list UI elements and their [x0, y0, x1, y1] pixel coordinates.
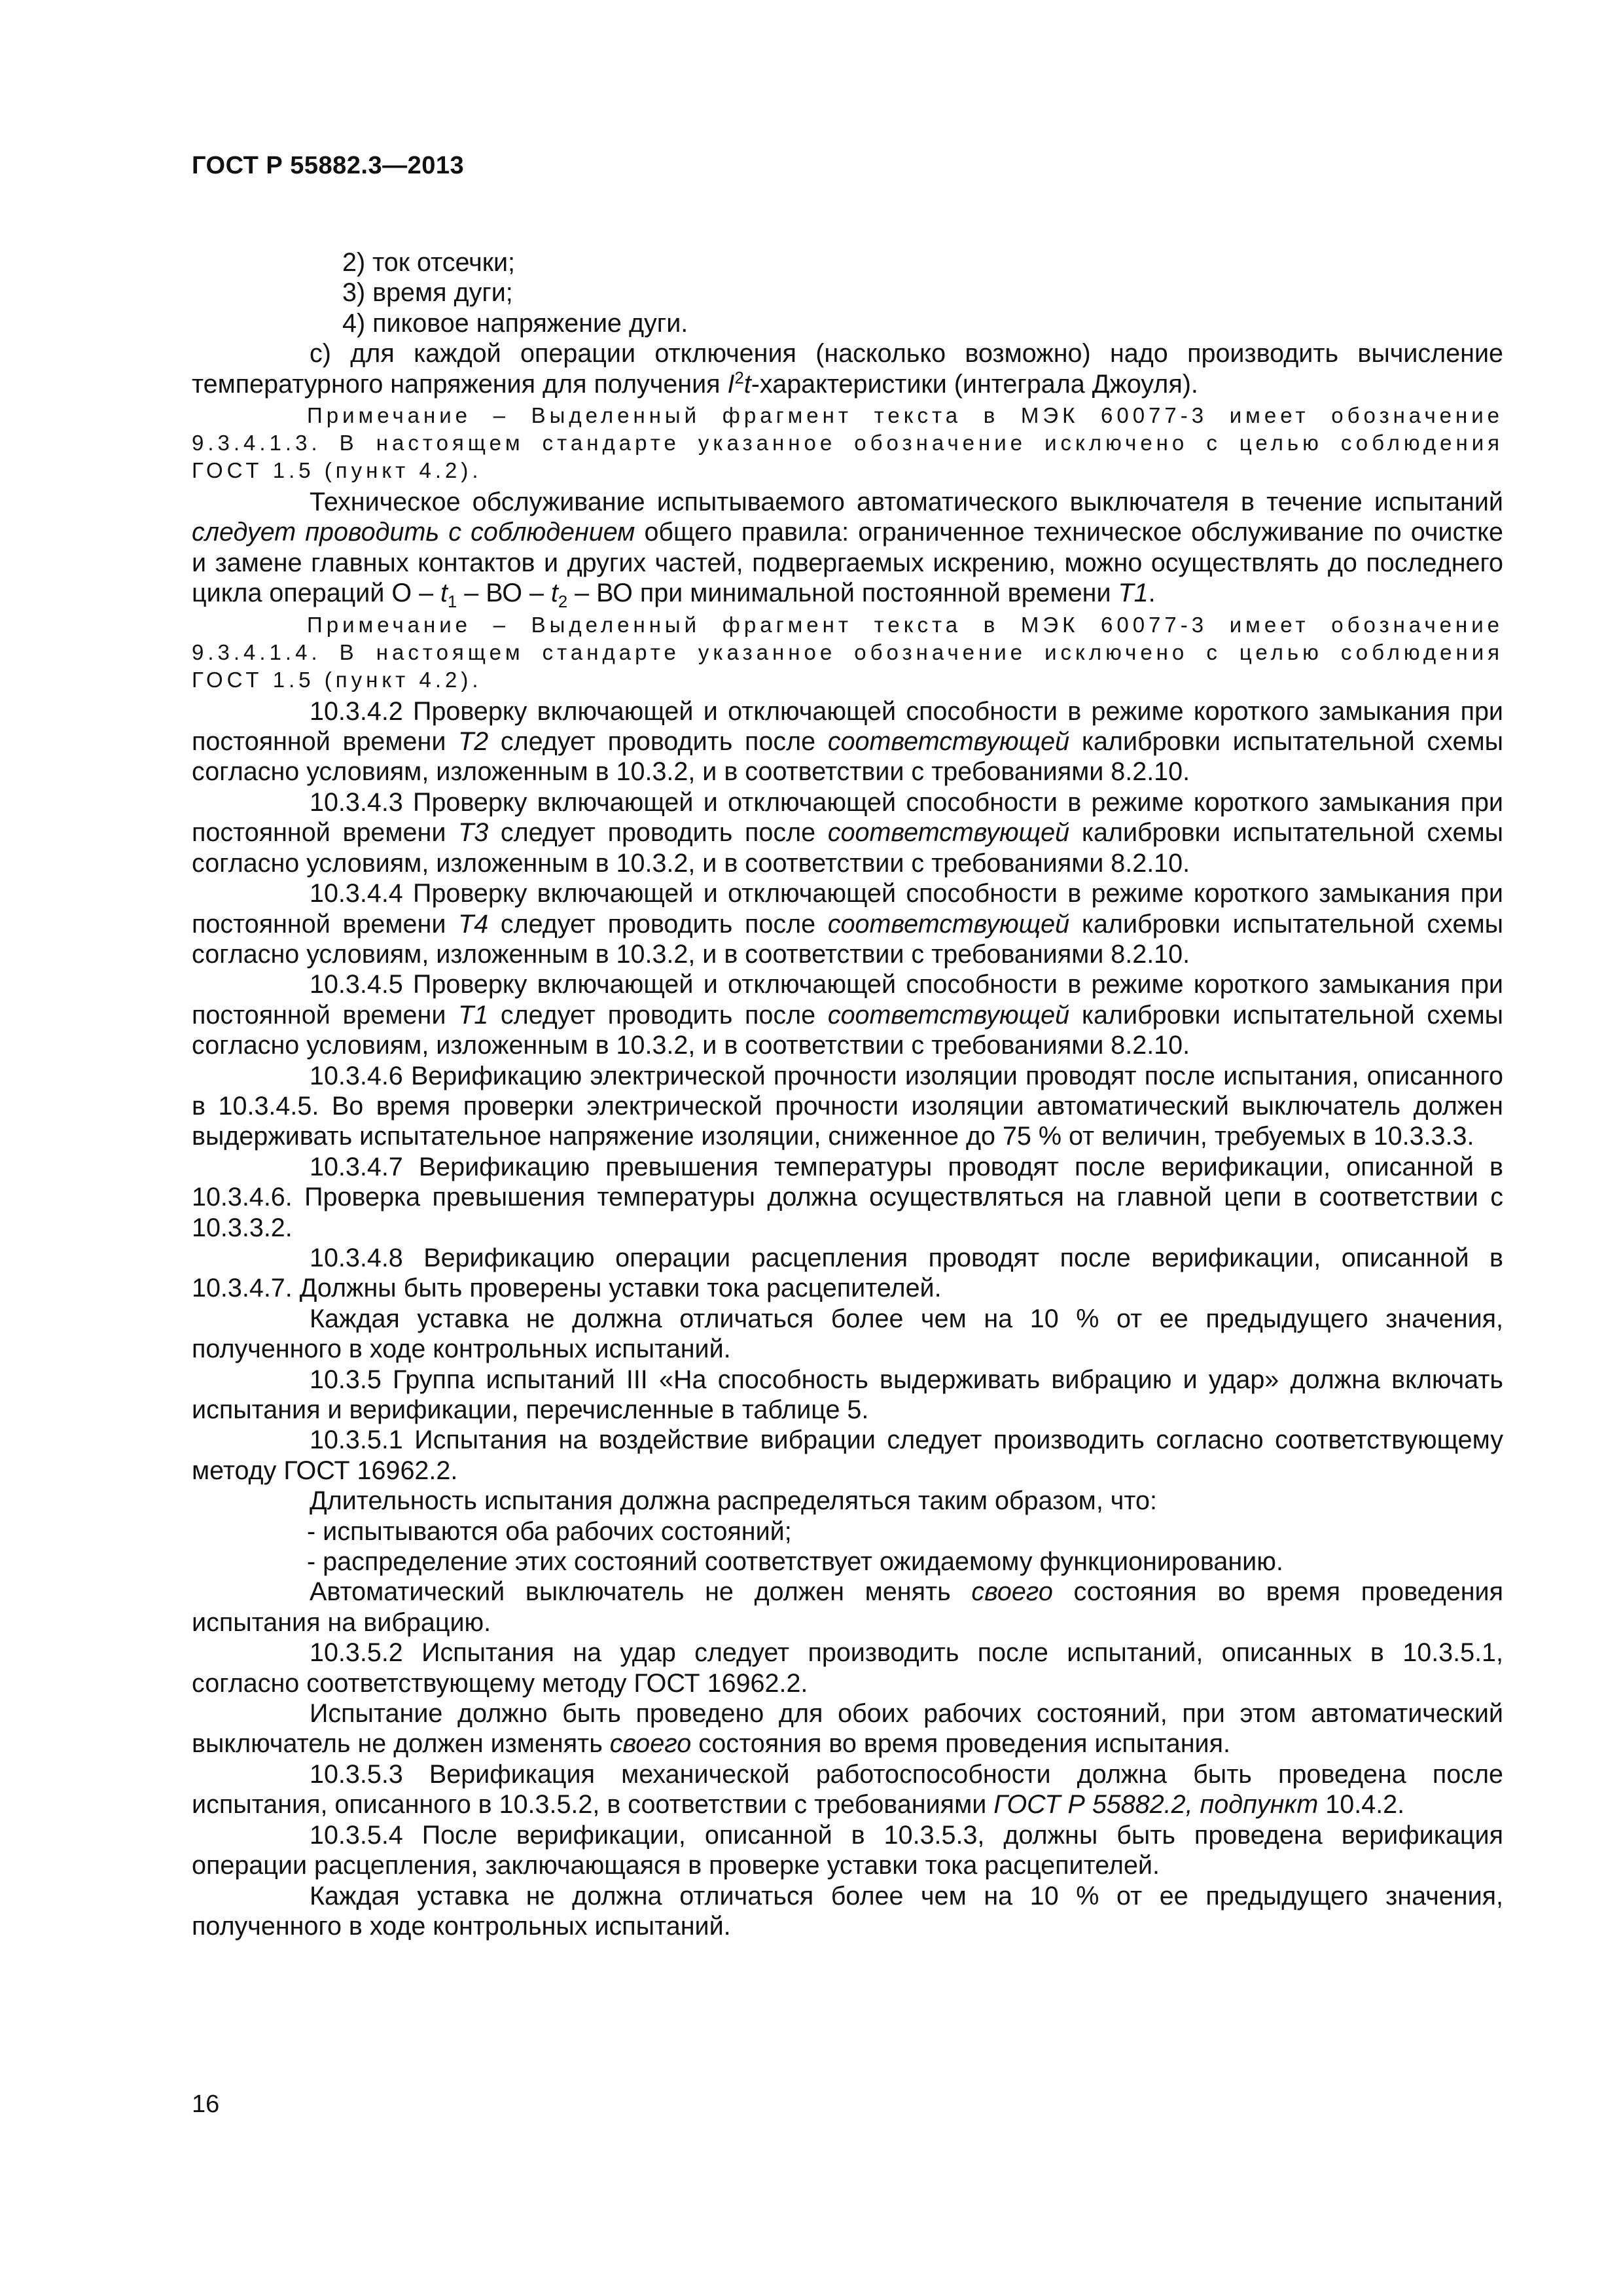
paragraph: 10.3.4.7 Верификацию превышения температуры проводят после верификации, описанной в 10.3.4.6. Проверка превышения температуры должна осуществляться на главной цепи в соответствии с 10.3.3.2. [192, 1152, 1503, 1242]
document-header: ГОСТ Р 55882.3—2013 [192, 152, 465, 179]
paragraph: 10.3.5.2 Испытания на удар следует производить после испытаний, описанных в 10.3.5.1, согласно соответствующему методу ГОСТ 16962.2. [192, 1638, 1503, 1698]
note: Примечание – Выделенный фрагмент текста в МЭК 60077-3 имеет обозначение 9.3.4.1.3. В настоящем стандарте указанное обозначение исключено с целью соблюдения ГОСТ 1.5 (пункт 4.2). [192, 403, 1503, 483]
paragraph: Автоматический выключатель не должен менять своего состояния во время проведения испытания на вибрацию. [192, 1577, 1503, 1637]
paragraph: Каждая уставка не должна отличаться более чем на 10 % от ее предыдущего значения, полученного в ходе контрольных испытаний. [192, 1881, 1503, 1941]
paragraph: 10.3.4.4 Проверку включающей и отключающей способности в режиме короткого замыкания при постоянной времени T4 следует проводить после соответствующей калибровки испытательной схемы согласно условиям, изложенным в 10.3.2, и в соответствии с требованиями 8.2.10. [192, 879, 1503, 969]
page-number: 16 [192, 2090, 220, 2118]
note: Примечание – Выделенный фрагмент текста в МЭК 60077-3 имеет обозначение 9.3.4.1.4. В настоящем стандарте указанное обозначение исключено с целью соблюдения ГОСТ 1.5 (пункт 4.2). [192, 612, 1503, 692]
list-item: - испытываются оба рабочих состояний; [307, 1516, 792, 1546]
paragraph: 10.3.5 Группа испытаний III «На способность выдерживать вибрацию и удар» должна включать испытания и верификации, перечисленные в таблице 5. [192, 1365, 1503, 1424]
paragraph: Техническое обслуживание испытываемого автоматического выключателя в течение испытаний следует проводить с соблюдением общего правила: ограниченное техническое обслуживание по очистке и замене главных контактов и других частей, подвергаемых искрению, можно осуществлять до последнего цикла операций О – $t_1$ – ВО – $t_2$ – ВО при минимальной постоянной времени T1. [192, 488, 1503, 612]
paragraph: Длительность испытания должна распределяться таким образом, что: [310, 1486, 1157, 1516]
list-item: - распределение этих состояний соответствует ожидаемому функционированию. [307, 1547, 1283, 1577]
paragraph: 10.3.4.6 Верификацию электрической прочности изоляции проводят после испытания, описанного в 10.3.4.5. Во время проверки электрической прочности изоляции автоматический выключатель должен выдерживать испытательное напряжение изоляции, сниженное до 75 % от величин, требуемых в 10.3.3.3. [192, 1061, 1503, 1151]
paragraph: Каждая уставка не должна отличаться более чем на 10 % от ее предыдущего значения, полученного в ходе контрольных испытаний. [192, 1304, 1503, 1364]
paragraph: с) для каждой операции отключения (насколько возможно) надо производить вычисление температурного напряжения для получения $I^2t$-характеристики (интеграла Джоуля). [192, 339, 1503, 399]
paragraph: Испытание должно быть проведено для обоих рабочих состояний, при этом автоматический выключатель не должен изменять своего состояния во время проведения испытания. [192, 1699, 1503, 1759]
paragraph: 10.3.4.3 Проверку включающей и отключающей способности в режиме короткого замыкания при постоянной времени T3 следует проводить после соответствующей калибровки испытательной схемы согласно условиям, изложенным в 10.3.2, и в соответствии с требованиями 8.2.10. [192, 787, 1503, 878]
list-item: 3) время дуги; [342, 278, 513, 308]
document-body [192, 247, 1503, 1941]
paragraph: 10.3.4.8 Верификацию операции расцепления проводят после верификации, описанной в 10.3.4.7. Должны быть проверены уставки тока расцепителей. [192, 1243, 1503, 1303]
list-item: 4) пиковое напряжение дуги. [342, 308, 688, 338]
paragraph: 10.3.5.3 Верификация механической работоспособности должна быть проведена после испытания, описанного в 10.3.5.2, в соответствии с требованиями ГОСТ Р 55882.2, подпункт 10.4.2. [192, 1759, 1503, 1820]
paragraph: 10.3.5.1 Испытания на воздействие вибрации следует производить согласно соответствующему методу ГОСТ 16962.2. [192, 1426, 1503, 1485]
paragraph: 10.3.4.2 Проверку включающей и отключающей способности в режиме короткого замыкания при постоянной времени T2 следует проводить после соответствующей калибровки испытательной схемы согласно условиям, изложенным в 10.3.2, и в соответствии с требованиями 8.2.10. [192, 696, 1503, 787]
paragraph: 10.3.5.4 После верификации, описанной в 10.3.5.3, должны быть проведена верификация операции расцепления, заключающаяся в проверке уставки тока расцепителей. [192, 1820, 1503, 1880]
paragraph: 10.3.4.5 Проверку включающей и отключающей способности в режиме короткого замыкания при постоянной времени T1 следует проводить после соответствующей калибровки испытательной схемы согласно условиям, изложенным в 10.3.2, и в соответствии с требованиями 8.2.10. [192, 970, 1503, 1060]
list-item: 2) ток отсечки; [342, 248, 516, 277]
